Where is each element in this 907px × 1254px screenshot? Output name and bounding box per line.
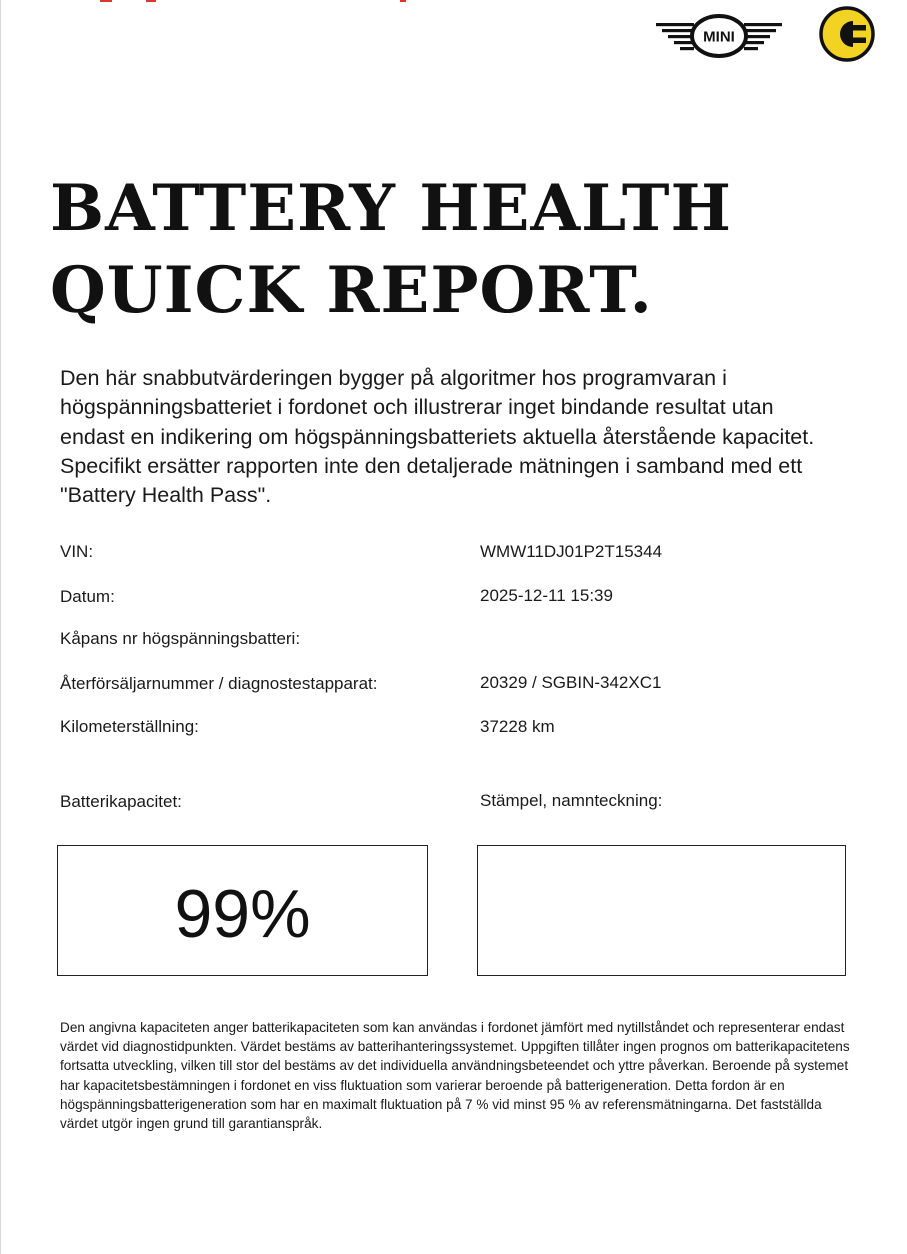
mileage-label: Kilometerställning:	[60, 717, 199, 736]
mini-logo-icon	[654, 14, 784, 60]
disclaimer-text: Den angivna kapaciteten anger batterikapaciteten som kan användas i fordonet jämfört med nytillståndet och representerar endast värdet vid diagnostidpunkten. Värdet bestäms av batterihanteringssystemet. Uppgiften tillåter ingen prognos om batterikapacitetens fortsatta utveckling, vilken till stor del bestäms av det individuella användningsbeteendet och yttre påverkan. Beroende på systemet har kapacitetsbestämningen i fordonet en viss fluktuation som varierar beroende på batterigeneration. Detta fordon är en högspänningsbatterigeneration som har en maximalt fluktuation på 7 % vid minst 95 % av referensmätningarna. Det fastställda värdet utgör ingen grund till garantianspråk.	[60, 1020, 850, 1132]
dealer-value: 20329 / SGBIN-342XC1	[480, 673, 662, 692]
mileage-value: 37228 km	[480, 717, 555, 736]
svg-text:MINI: MINI	[703, 28, 735, 46]
intro-paragraph: Den här snabbutvärderingen bygger på algoritmer hos programvaran i högspänningsbatteriet i fordonet och illustrerar inget bindande resultat utan endast en indikering om högspänningsbatteriets aktuella återstående kapacitet. Specifikt ersätter rapporten inte den detaljerade mätningen i samband med ett "Battery Health Pass".	[60, 366, 815, 508]
battery-capacity-value: 99%	[174, 876, 311, 952]
stamp-signature-label: Stämpel, namnteckning:	[480, 791, 663, 810]
header-red-marks	[100, 0, 420, 3]
vin-label: VIN:	[60, 542, 94, 561]
battery-capacity-label: Batterikapacitet:	[60, 792, 182, 811]
report-title	[50, 168, 732, 332]
dealer-label: Återförsäljarnummer / diagnostestapparat:	[60, 674, 378, 693]
battery-cover-label: Kåpans nr högspänningsbatteri:	[60, 629, 301, 648]
page-left-edge	[0, 0, 1, 1254]
report-title-line-1: BATTERY HEALTH	[50, 171, 732, 246]
stamp-signature-box	[477, 845, 846, 976]
report-title-line-2: QUICK REPORT.	[50, 253, 653, 328]
battery-capacity-box	[57, 845, 428, 976]
date-label: Datum:	[60, 587, 115, 606]
vin-value: WMW11DJ01P2T15344	[480, 542, 663, 561]
date-value: 2025-12-11 15:39	[480, 586, 613, 605]
electric-plug-icon	[819, 6, 875, 62]
